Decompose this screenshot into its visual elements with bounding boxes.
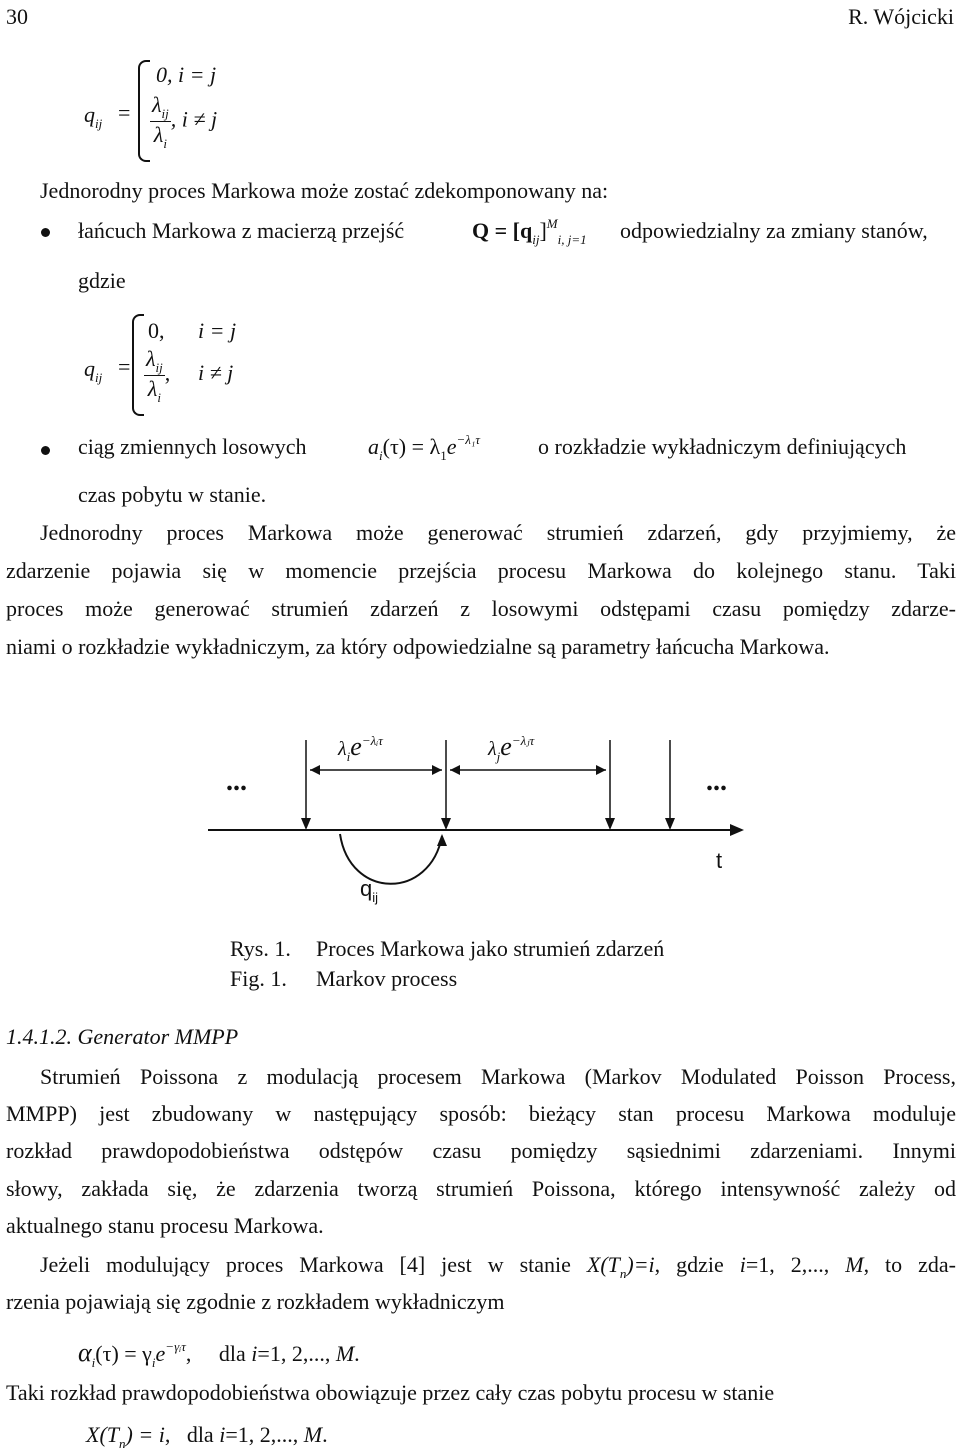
interval-i-bracket [310,765,442,775]
eq1-case2: $\frac{\lambda_{ij}}{\lambda_i}$ , i ≠ j [152,92,218,151]
eq2-case2b: i ≠ j [198,360,234,385]
para1-line2: zdarzenie pojawia się w momencie przejścia procesu Markowa do kolejnego stanu. Taki [6,558,956,583]
transition-arc-arrowhead [437,834,447,846]
para2-line4: słowy, zakłada się, że zdarzenia tworzą strumień Poissona, którego intensywność zależy od [6,1176,956,1201]
running-head-author: R. Wójcicki [848,4,954,29]
transition-label: $q_{ij}$ [360,876,379,905]
interval-i-label: $\lambda_ie^{-\lambda ᵢ\tau}$ [338,732,383,764]
bullet2-formula: $a_i(\tau) = \lambda_1e^{-\lambda_1\tau}$ [368,432,481,463]
eq2-case1b: i = j [198,318,237,343]
transition-arc [340,834,442,884]
eq1-brace [138,60,150,162]
event-arrow-4 [665,740,675,830]
caption-pl-text: Proces Markowa jako strumień zdarzeń [316,936,665,961]
bullet2-text-before: ciąg zmiennych losowych [78,434,307,459]
event-arrow-3 [605,740,615,830]
bullet1-continuation: gdzie [78,268,126,293]
para3-line1: Jeżeli modulujący proces Markowa [4] jest w stanie $X(T_n)=i$, gdzie i=1, 2,..., M, to zda- [40,1252,956,1281]
para2-line1: Strumień Poissona z modulacją procesem Markowa (Markov Modulated Poisson Process, [40,1064,956,1089]
para4: Taki rozkład prawdopodobieństwa obowiązuje przez cały czas pobytu procesu w stanie [6,1380,775,1405]
para2-line3: rozkład prawdopodobieństwa odstępów czasu pomiędzy sąsiednimi zdarzeniami. Innymi [6,1138,956,1163]
eq1-lhs: $q_{ij}$ [84,102,103,131]
event-arrow-1 [301,740,311,830]
time-axis-label: t [716,848,723,873]
para2-line2: MMPP) jest zbudowany w następujący sposób: bieżący stan procesu Markowa moduluje [6,1101,956,1126]
caption-en-text: Markov process [316,966,458,991]
eq1-equals: = [118,100,131,125]
eq3: $\alpha_i(\tau) = \gamma_ie^{-\gamma ᵢ\tau}$, dla i=1, 2,..., M. [78,1338,360,1370]
interval-j-bracket [450,765,606,775]
para1-line1: Jednorodny proces Markowa może generować strumień zdarzeń, gdy przyjmiemy, że [40,520,956,545]
bullet-dot-1 [41,228,50,237]
para1-line4: niami o rozkładzie wykładniczym, za który odpowiedzialne są parametry łańcucha Markowa. [6,634,830,659]
eq2-case1a: 0, [148,318,165,343]
bullet1-text-before: łańcuch Markowa z macierzą przejść [78,218,405,243]
eq2-fraction: $\frac{\lambda_{ij}}{\lambda_i}$ [146,346,163,405]
eq2-lhs: $q_{ij}$ [84,356,103,385]
time-axis-arrowhead [730,824,744,836]
page-number: 30 [6,4,28,29]
markov-process-diagram [200,700,760,910]
para1-line3: proces może generować strumień zdarzeń z losowymi odstępami czasu pomiędzy zdarze- [6,596,956,621]
bullet2-text-after: o rozkładzie wykładniczym definiujących [538,434,907,459]
para3-line2: rzenia pojawiają się zgodnie z rozkładem wykładniczym [6,1289,505,1314]
eq2-equals: = [118,354,131,379]
intro-line: Jednorodny proces Markowa może zostać zdekomponowany na: [40,178,609,203]
caption-en-prefix: Fig. 1. [230,966,287,991]
ellipsis-left: ... [226,766,247,797]
ellipsis-right: ... [706,766,727,797]
bullet1-text-after: odpowiedzialny za zmiany stanów, [620,218,928,243]
eq2-fraction-wrap: $\frac{\lambda_{ij}}{\lambda_i}$ , [146,346,171,405]
para2-line5: aktualnego stanu procesu Markowa. [6,1213,324,1238]
event-arrow-2 [441,740,451,830]
eq2-brace [132,314,144,416]
eq1-fraction: $\frac{\lambda_{ij}}{\lambda_i}$ [152,92,169,151]
section-heading: 1.4.1.2. Generator MMPP [6,1024,239,1049]
caption-pl-prefix: Rys. 1. [230,936,291,961]
bullet1-formula: $Q = [q_{ij}]^M_{i, j=1}$ [472,216,587,247]
eq4: $X(T_n) = i$, dla i=1, 2,..., M. [86,1422,328,1451]
bullet-dot-2 [41,446,50,455]
eq1-case1: 0, i = j [156,62,217,87]
interval-j-label: $\lambda_je^{-\lambda ⱼ\tau}$ [488,732,535,764]
bullet2-continuation: czas pobytu w stanie. [78,482,267,507]
